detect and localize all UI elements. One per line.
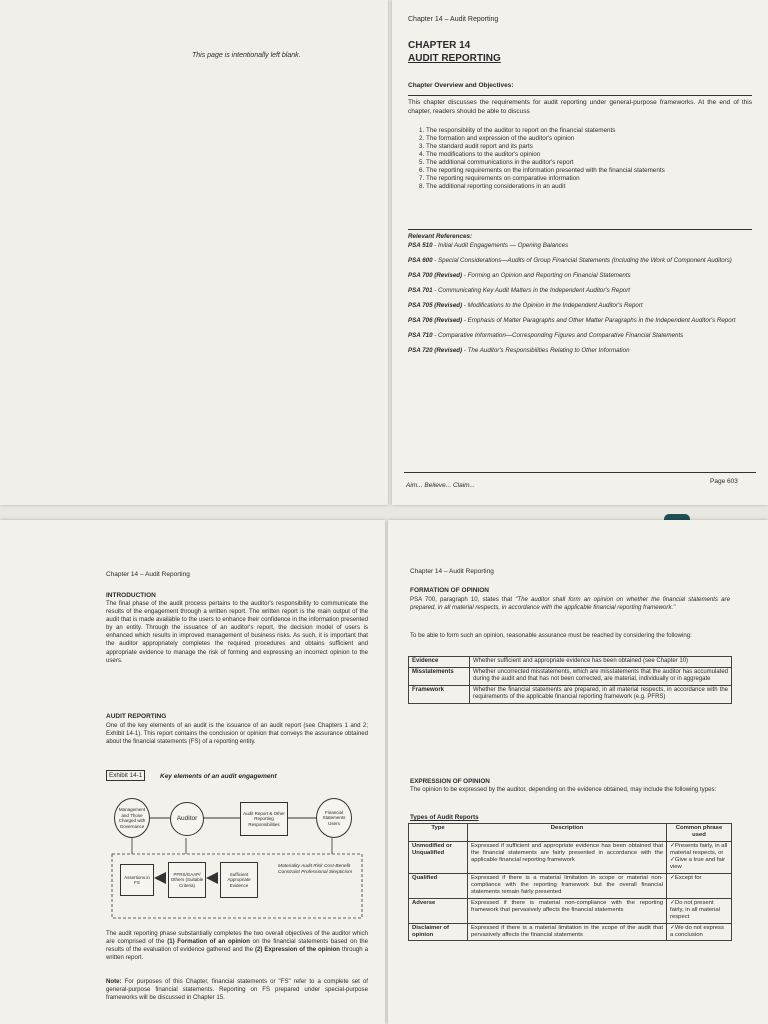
types-caption: Types of Audit Reports [410, 814, 479, 821]
opinion-criteria-table [408, 656, 732, 704]
reference-item: PSA 706 (Revised) - Emphasis of Matter Paragraphs and Other Matter Paragraphs in the Independent Auditor's Report [408, 317, 736, 324]
formation-heading: FORMATION OF OPINION [410, 587, 489, 594]
report-description: Expressed if there is a material limitation in scope or material non-compliance with the reporting framework but the overall financial statements remain fairly presented [468, 873, 667, 898]
footer-motto: Aim... Believe... Claim... [406, 482, 475, 489]
report-phrase: ✓Except for [667, 873, 732, 898]
report-description: Expressed if there is material non-compliance with the reporting framework that pervasively affects the financial statements [468, 898, 667, 923]
reference-item: PSA 710 - Comparative Information—Corresponding Figures and Comparative Financial Statements [408, 332, 684, 339]
reporting-phase-text: The audit reporting phase substantially completes the two overall objectives of the auditor which are comprised of the (1) Formation of an opinion on the financial statements based on the results of the evaluation of evidence gathered and the (2) Expression of the opinion through a written report. [106, 930, 368, 962]
blank-page-note: This page is intentionally left blank. [192, 52, 301, 59]
report-type: Qualified [409, 873, 468, 898]
introduction-page [0, 520, 385, 1024]
reference-item: PSA 600 - Special Considerations—Audits of Group Financial Statements (Including the Work of Component Auditors) [408, 257, 732, 264]
references-list [408, 242, 752, 362]
table-row [409, 657, 732, 668]
introduction-heading: INTRODUCTION [106, 592, 156, 599]
blank-page [0, 0, 388, 505]
expression-text: The opinion to be expressed by the auditor, depending on the evidence obtained, may include the following types: [410, 786, 717, 793]
management-node: Management and Those Charged with Governance [114, 798, 150, 838]
running-head: Chapter 14 – Audit Reporting [410, 568, 494, 575]
report-type: Unmodified or Unqualified [409, 841, 468, 873]
criteria-description: Whether uncorrected misstatements, which are misstatements that the auditor has accumulated during the audit and that has not been corrected, are material, individually or in aggregate [470, 667, 732, 685]
expression-heading: EXPRESSION OF OPINION [410, 778, 490, 785]
table-header-row [409, 824, 732, 842]
objective-item: 8. The additional reporting considerations in an audit [426, 183, 768, 191]
criteria-description: Whether the financial statements are prepared, in all material respects, in accordance with the requirements of the applicable financial reporting framework (e.g. PFRS) [470, 685, 732, 703]
overview-intro: This chapter discusses the requirements for audit reporting under general-purpose frameworks. At the end of this chapter, readers should be able to discuss [408, 99, 752, 115]
table-header: Common phrase used [667, 824, 732, 842]
report-phrase: ✓Do not present fairly, in all material respect [667, 898, 732, 923]
objective-item: 3. The standard audit report and its parts [426, 143, 768, 151]
fs-users-node: Financial Statements Users [316, 798, 352, 838]
running-head: Chapter 14 – Audit Reporting [408, 16, 499, 23]
table-row [409, 898, 732, 923]
objective-item: 7. The reporting requirements on comparative information [426, 175, 768, 183]
objective-item: 6. The reporting requirements on the information presented with the financial statements [426, 167, 768, 175]
assertions-node: Assertions in FS [120, 864, 154, 896]
table-header: Description [468, 824, 667, 842]
audit-reporting-heading: AUDIT REPORTING [106, 713, 167, 720]
report-description: Expressed if sufficient and appropriate evidence has been obtained that the financial statements are fairly presented in accordance with the applicable financial reporting framework [468, 841, 667, 873]
table-row [409, 841, 732, 873]
overview-heading: Chapter Overview and Objectives: [408, 82, 514, 89]
criteria-term: Evidence [409, 657, 470, 668]
audit-report-node: Audit Report & Other Reporting Responsibilities [240, 802, 288, 836]
evidence-node: Sufficient Appropriate Evidence [220, 862, 258, 898]
objective-item: 4. The modifications to the auditor's opinion [426, 151, 768, 159]
exhibit-label: Exhibit 14-1 [106, 770, 145, 781]
objective-item: 2. The formation and expression of the auditor's opinion [426, 135, 768, 143]
report-type: Adverse [409, 898, 468, 923]
formation-text: PSA 700, paragraph 10, states that "The auditor shall form an opinion on whether the financial statements are prepared, in all material respects, in accordance with the applicable financial reporting framework." [410, 596, 730, 612]
reference-item: PSA 510 - Initial Audit Engagements — Opening Balances [408, 242, 569, 249]
reference-item: PSA 705 (Revised) - Modifications to the Opinion in the Independent Auditor's Report [408, 302, 643, 309]
objective-item: 1. The responsibility of the auditor to report on the financial statements [426, 127, 768, 135]
reference-item: PSA 720 (Revised) - The Auditor's Responsibilities Relating to Other Information [408, 347, 630, 354]
auditor-node: Auditor [170, 802, 204, 836]
table-row [409, 667, 732, 685]
table-header: Type [409, 824, 468, 842]
audit-report-types-table [408, 823, 732, 941]
references-heading: Relevant References: [408, 233, 473, 240]
criteria-node: PFRS/GAAP/ Others (Suitable Criteria) [168, 862, 206, 898]
audit-reporting-text: One of the key elements of an audit is the issuance of an audit report (see Chapters 1 and 2; Exhibit 14-1). This report contains the conclusion or opinion that conveys the assurance obtained about the financial statements (FS) of a reporting entity. [106, 722, 368, 746]
exhibit-title: Key elements of an audit engagement [160, 773, 277, 780]
report-phrase: ✓We do not express a conclusion [667, 923, 732, 941]
chapter-note: Note: For purposes of this Chapter, financial statements or "FS" refer to a complete set of general-purpose financial statements. Reporting on FS prepared under special-purpose frameworks will be discussed in Chapter 15. [106, 978, 368, 1002]
audit-elements-diagram [110, 796, 366, 924]
report-phrase: ✓Presents fairly, in all material respects, or ✓Give a true and fair view [667, 841, 732, 873]
assurance-text: To be able to form such an opinion, reasonable assurance must be reached by considering the following: [410, 632, 692, 639]
criteria-term: Misstatements [409, 667, 470, 685]
objectives-list [406, 127, 768, 191]
opinion-page [388, 520, 768, 1024]
report-description: Expressed if there is a material limitation in the scope of the audit that pervasively affects the financial statements [468, 923, 667, 941]
chapter-opening-page [392, 0, 768, 505]
audit-concepts-list: Materiality Audit Risk Cost-Benefit Constraint Professional Skepticism [278, 864, 353, 875]
running-head: Chapter 14 – Audit Reporting [106, 571, 190, 578]
introduction-text: The final phase of the audit process pertains to the auditor's responsibility to communicate the results of the engagement through a written report. The written report is the main output of the audit that is made available to the users to enhance their confidence in the information presented by an entity. Through the issuance of an auditor's report, the decision model of users is enhanced which results in improved management of business risks. As such, it is important that the auditor appropriately completes the required procedures and obtains sufficient and appropriate evidence to manage the risk of forming and expressing an incorrect opinion to the users. [106, 600, 368, 664]
report-type: Disclaimer of opinion [409, 923, 468, 941]
criteria-description: Whether sufficient and appropriate evidence has been obtained (see Chapter 10) [470, 657, 732, 668]
table-row [409, 873, 732, 898]
reference-item: PSA 700 (Revised) - Forming an Opinion and Reporting on Financial Statements [408, 272, 631, 279]
page-number: Page 603 [710, 478, 738, 485]
chapter-title: AUDIT REPORTING [408, 53, 501, 64]
criteria-term: Framework [409, 685, 470, 703]
objective-item: 5. The additional communications in the auditor's report [426, 159, 768, 167]
reference-item: PSA 701 - Communicating Key Audit Matters in the Independent Auditor's Report [408, 287, 630, 294]
table-row [409, 685, 732, 703]
table-row [409, 923, 732, 941]
chapter-number: CHAPTER 14 [408, 40, 471, 51]
